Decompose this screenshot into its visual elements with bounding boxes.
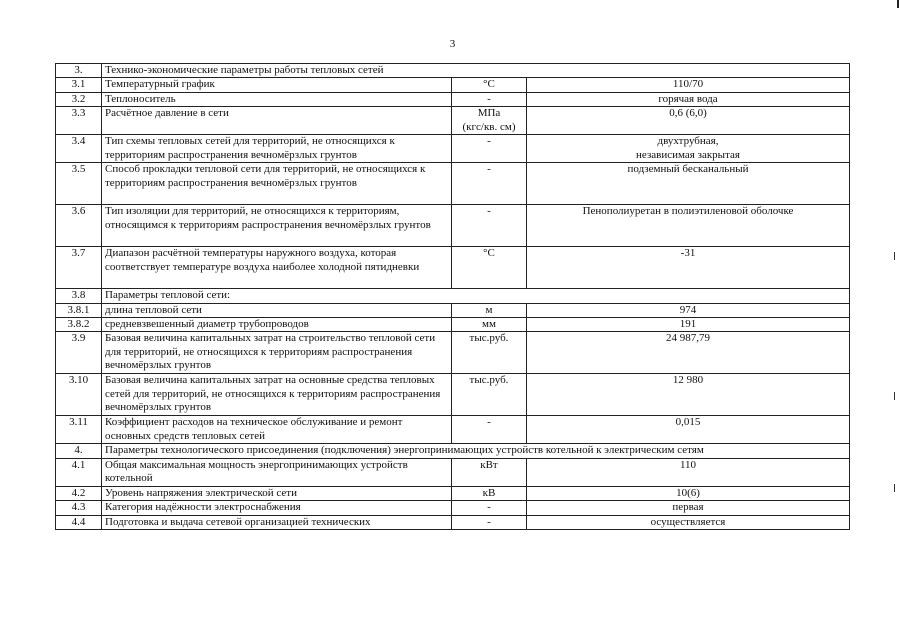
margin-tick <box>894 484 895 492</box>
table-row <box>56 92 850 106</box>
value-cell: 974 <box>527 303 850 317</box>
unit-cell: °С <box>452 78 527 92</box>
page-number: 3 <box>449 38 456 50</box>
row-number: 3.5 <box>56 163 102 205</box>
row-number: 3.4 <box>56 135 102 163</box>
unit-cell: тыс.руб. <box>452 332 527 374</box>
parameter-name: Коэффициент расходов на техническое обслуживание и ремонт основных средств тепловых сетей <box>102 416 452 444</box>
row-number: 3.10 <box>56 374 102 416</box>
row-number: 3.7 <box>56 247 102 289</box>
value-cell: 191 <box>527 318 850 332</box>
row-number: 3.8.2 <box>56 318 102 332</box>
unit-cell: - <box>452 515 527 529</box>
row-number: 3.11 <box>56 416 102 444</box>
row-number: 3.2 <box>56 92 102 106</box>
value-cell: Пенополиуретан в полиэтиленовой оболочке <box>527 205 850 247</box>
unit-cell: кВ <box>452 486 527 500</box>
value-cell: осуществляется <box>527 515 850 529</box>
row-number: 3.1 <box>56 78 102 92</box>
table-row <box>56 486 850 500</box>
unit-cell: МПа (кгс/кв. см) <box>452 107 527 135</box>
table-row <box>56 135 850 163</box>
table-row <box>56 107 850 135</box>
value-cell: горячая вода <box>527 92 850 106</box>
row-number: 3.8 <box>56 289 102 303</box>
parameter-name: Диапазон расчётной температуры наружного воздуха, которая соответствует температуре воздуха наиболее холодной пятидневки <box>102 247 452 289</box>
row-number: 3. <box>56 64 102 78</box>
value-cell: первая <box>527 501 850 515</box>
row-number: 4. <box>56 444 102 458</box>
parameter-name: средневзвешенный диаметр трубопроводов <box>102 318 452 332</box>
unit-cell: - <box>452 135 527 163</box>
table-row <box>56 64 850 78</box>
row-number: 3.3 <box>56 107 102 135</box>
unit-cell: - <box>452 163 527 205</box>
parameter-name: Категория надёжности электроснабжения <box>102 501 452 515</box>
page-edge-mark <box>897 0 899 8</box>
section-heading: Технико-экономические параметры работы тепловых сетей <box>102 64 850 78</box>
table-row <box>56 501 850 515</box>
value-cell: -31 <box>527 247 850 289</box>
row-number: 4.3 <box>56 501 102 515</box>
value-cell: 24 987,79 <box>527 332 850 374</box>
unit-cell: - <box>452 205 527 247</box>
table-row <box>56 458 850 486</box>
parameter-name: Базовая величина капитальных затрат на основные средства тепловых сетей для территорий, не относящихся к территориям распространения вечномёрзлых грунтов <box>102 374 452 416</box>
unit-cell: кВт <box>452 458 527 486</box>
row-number: 3.6 <box>56 205 102 247</box>
value-cell: 110/70 <box>527 78 850 92</box>
parameter-name: Уровень напряжения электрической сети <box>102 486 452 500</box>
unit-cell: °С <box>452 247 527 289</box>
table-row <box>56 303 850 317</box>
row-number: 4.2 <box>56 486 102 500</box>
parameter-name: Расчётное давление в сети <box>102 107 452 135</box>
unit-cell: мм <box>452 318 527 332</box>
section-heading: Параметры тепловой сети: <box>102 289 850 303</box>
margin-tick <box>894 252 895 260</box>
table-row <box>56 78 850 92</box>
table-row <box>56 205 850 247</box>
table-row <box>56 374 850 416</box>
parameter-name: Способ прокладки тепловой сети для территорий, не относящихся к территориям распространения вечномёрзлых грунтов <box>102 163 452 205</box>
unit-cell: - <box>452 416 527 444</box>
table-row <box>56 289 850 303</box>
parameter-name: Базовая величина капитальных затрат на строительство тепловой сети для территорий, не относящихся к территориям распространения вечномёрзлых грунтов <box>102 332 452 374</box>
table-row <box>56 515 850 529</box>
row-number: 3.8.1 <box>56 303 102 317</box>
table-row <box>56 247 850 289</box>
parameters-table <box>55 63 850 530</box>
value-cell: подземный бесканальный <box>527 163 850 205</box>
row-number: 4.1 <box>56 458 102 486</box>
section-heading: Параметры технологического присоединения (подключения) энергопринимающих устройств котельной к электрическим сетям <box>102 444 850 458</box>
table-row <box>56 332 850 374</box>
table-row <box>56 416 850 444</box>
parameter-name: Общая максимальная мощность энергопринимающих устройств котельной <box>102 458 452 486</box>
unit-cell: м <box>452 303 527 317</box>
parameter-name: Тип изоляции для территорий, не относящихся к территориям, относящимся к территориям распространения вечномёрзлых грунтов <box>102 205 452 247</box>
parameter-name: Подготовка и выдача сетевой организацией технических <box>102 515 452 529</box>
row-number: 4.4 <box>56 515 102 529</box>
value-cell: 0,6 (6,0) <box>527 107 850 135</box>
table-row <box>56 163 850 205</box>
value-cell: 10(6) <box>527 486 850 500</box>
table-row <box>56 318 850 332</box>
unit-cell: тыс.руб. <box>452 374 527 416</box>
unit-cell: - <box>452 92 527 106</box>
parameter-name: Тип схемы тепловых сетей для территорий, не относящихся к территориям распространения вечномёрзлых грунтов <box>102 135 452 163</box>
margin-tick <box>894 392 895 400</box>
row-number: 3.9 <box>56 332 102 374</box>
value-cell: 110 <box>527 458 850 486</box>
parameter-name: Температурный график <box>102 78 452 92</box>
value-cell: 12 980 <box>527 374 850 416</box>
value-cell: 0,015 <box>527 416 850 444</box>
parameter-name: Теплоноситель <box>102 92 452 106</box>
unit-cell: - <box>452 501 527 515</box>
value-cell: двухтрубная, независимая закрытая <box>527 135 850 163</box>
parameter-name: длина тепловой сети <box>102 303 452 317</box>
table-row <box>56 444 850 458</box>
